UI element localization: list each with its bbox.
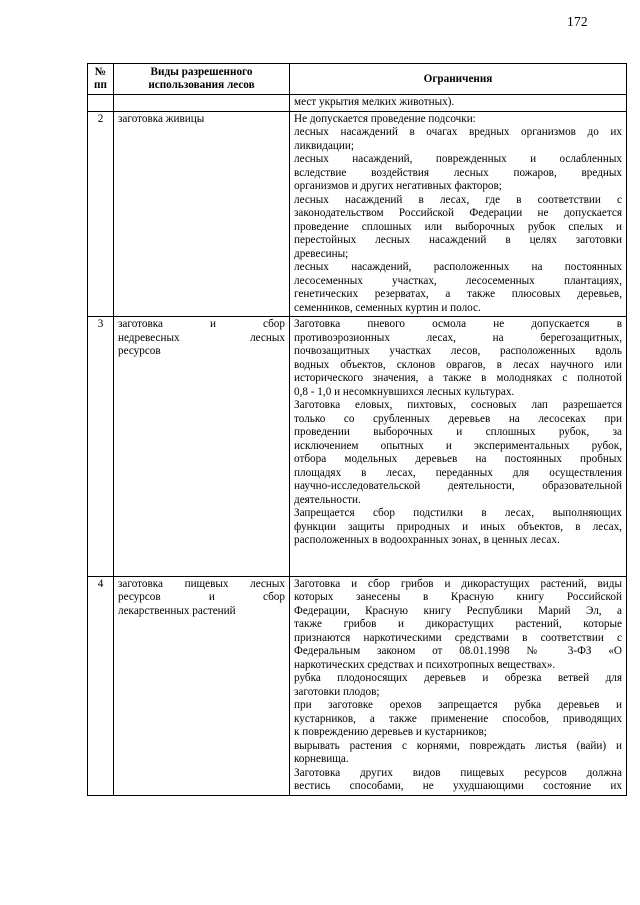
restriction-line: проведение сплошных или выборочных рубок спелых и xyxy=(294,220,622,233)
restriction-line: Не допускается проведение подсочки: xyxy=(294,112,476,125)
restriction-line: проведении выборочных и сплошных рубок, за xyxy=(294,426,622,438)
restriction-line: лесосеменных участках, лесосеменных плантациях, xyxy=(294,274,622,287)
restriction-line: также грибов и дикорастущих растений, которые xyxy=(294,618,622,630)
usage-type xyxy=(114,317,290,577)
restriction-line: лесных насаждений, расположенных на постоянных xyxy=(294,261,622,273)
header-num: № пп xyxy=(88,64,114,95)
restriction-line: Федерации, Красную книгу Республики Марий Эл, а xyxy=(294,604,622,617)
restriction-line: генетических резерватах, а также плюсовых деревьев, xyxy=(294,288,622,300)
table-row xyxy=(88,317,627,577)
restriction-line: признаются наркотическими средствами в соответствии с xyxy=(294,631,622,644)
restriction-line: при заготовке орехов запрещается рубка деревьев и xyxy=(294,699,622,711)
restriction-line: водных объектов, склонов оврагов, в лесах научного или xyxy=(294,358,622,371)
restriction-line: исторического значения, а также в молодняках с полнотой xyxy=(294,372,622,384)
usage-type-line: заготовка и сбор xyxy=(118,318,285,330)
restriction-line: вследствие воздействия лесных пожаров, вредных xyxy=(294,166,622,179)
header-type: Виды разрешенного использования лесов xyxy=(114,64,290,95)
restriction-line: Заготовка и сбор грибов и дикорастущих растений, виды xyxy=(294,577,622,590)
restriction-line: семенников, семенных куртин и полос. xyxy=(294,301,481,314)
restriction-line: отбора модельных деревьев на постоянных пробных xyxy=(294,453,622,465)
row-number: 2 xyxy=(88,111,114,317)
restriction-line: корневища. xyxy=(294,753,349,765)
usage-type-line: недревесных лесных xyxy=(118,331,285,344)
usage-type-line: ресурсов xyxy=(118,345,161,357)
restriction-line: Заготовка других видов пищевых ресурсов должна xyxy=(294,766,622,779)
restriction-line: лесных насаждений, поврежденных и ослабленных xyxy=(294,153,622,165)
restriction-line: вестись способами, не ухудшающими состояние их xyxy=(294,780,622,792)
usage-type xyxy=(114,576,290,795)
restrictions-table xyxy=(87,63,627,796)
restriction-line: только со срубленных деревьев на лесосеках при xyxy=(294,412,622,425)
restriction-line: расположенных в водоохранных зонах, в ценных лесах. xyxy=(294,534,560,546)
continuation-row xyxy=(88,95,627,112)
restriction-line: ликвидации; xyxy=(294,139,355,152)
restriction-line: лесных насаждений в лесах, где в соответствии с xyxy=(294,193,622,206)
restriction-line: 0,8 - 1,0 и несомкнувшихся лесных культурах. xyxy=(294,385,515,398)
restriction-line: площадях в лесах, переданных для осуществления xyxy=(294,466,622,479)
restriction-line: законодательством Российской Федерации не допускается xyxy=(294,207,622,219)
restriction-line: кустарников, а также применение способов, приводящих xyxy=(294,712,622,725)
restriction-line: исключением опытных и экспериментальных рубок, xyxy=(294,439,622,452)
row-number: 4 xyxy=(88,576,114,795)
restriction-line: вырывать растения с корнями, повреждать листья (вайи) и xyxy=(294,739,622,752)
restriction-line: Федеральным законом от 08.01.1998 № 3-ФЗ «О xyxy=(294,645,622,657)
restriction-line: перестойных лесных насаждений в целях заготовки xyxy=(294,234,622,246)
continuation-text: мест укрытия мелких животных). xyxy=(290,95,627,112)
restriction-line: древесины; xyxy=(294,247,349,260)
restriction-line: научно-исследовательской деятельности, образовательной xyxy=(294,480,622,492)
restriction-line: заготовки плодов; xyxy=(294,685,380,698)
usage-type-line: заготовка пищевых лесных xyxy=(118,577,285,590)
table-row xyxy=(88,111,627,317)
restriction-line: Заготовка пневого осмола не допускается в xyxy=(294,318,622,330)
row-number: 3 xyxy=(88,317,114,577)
restriction-line: Заготовка еловых, пихтовых, сосновых лап разрешается xyxy=(294,399,622,411)
restriction-line: Запрещается сбор подстилки в лесах, выполняющих xyxy=(294,507,622,519)
restrictions-cell xyxy=(290,576,627,795)
restriction-line: деятельности. xyxy=(294,493,361,506)
usage-type xyxy=(114,111,290,317)
header-restrictions: Ограничения xyxy=(290,64,627,95)
restrictions-cell xyxy=(290,111,627,317)
page-number: 172 xyxy=(567,14,588,29)
restriction-line: к повреждению деревьев и кустарников; xyxy=(294,726,487,738)
restriction-line: организмов и других негативных факторов; xyxy=(294,180,502,192)
table-header-row xyxy=(88,64,627,95)
restriction-line: функции защиты природных и иных объектов, в лесах, xyxy=(294,520,622,533)
restriction-line: которых занесены в Красную книгу Российской xyxy=(294,591,622,603)
restriction-line: рубка плодоносящих деревьев и обрезка ветвей для xyxy=(294,672,622,684)
usage-type-line: ресурсов и сбор xyxy=(118,591,285,603)
restriction-line: наркотических средствах и психотропных веществах». xyxy=(294,658,556,671)
restriction-line: почвозащитных участках лесов, расположенных вдоль xyxy=(294,345,622,357)
restrictions-cell xyxy=(290,317,627,577)
restriction-line: противоэрозионных лесах, на берегозащитных, xyxy=(294,331,622,344)
usage-type-line: лекарственных растений xyxy=(118,604,236,617)
restriction-line: лесных насаждений в очагах вредных организмов до их xyxy=(294,126,622,138)
table-row xyxy=(88,576,627,795)
usage-type-line: заготовка живицы xyxy=(118,112,205,125)
